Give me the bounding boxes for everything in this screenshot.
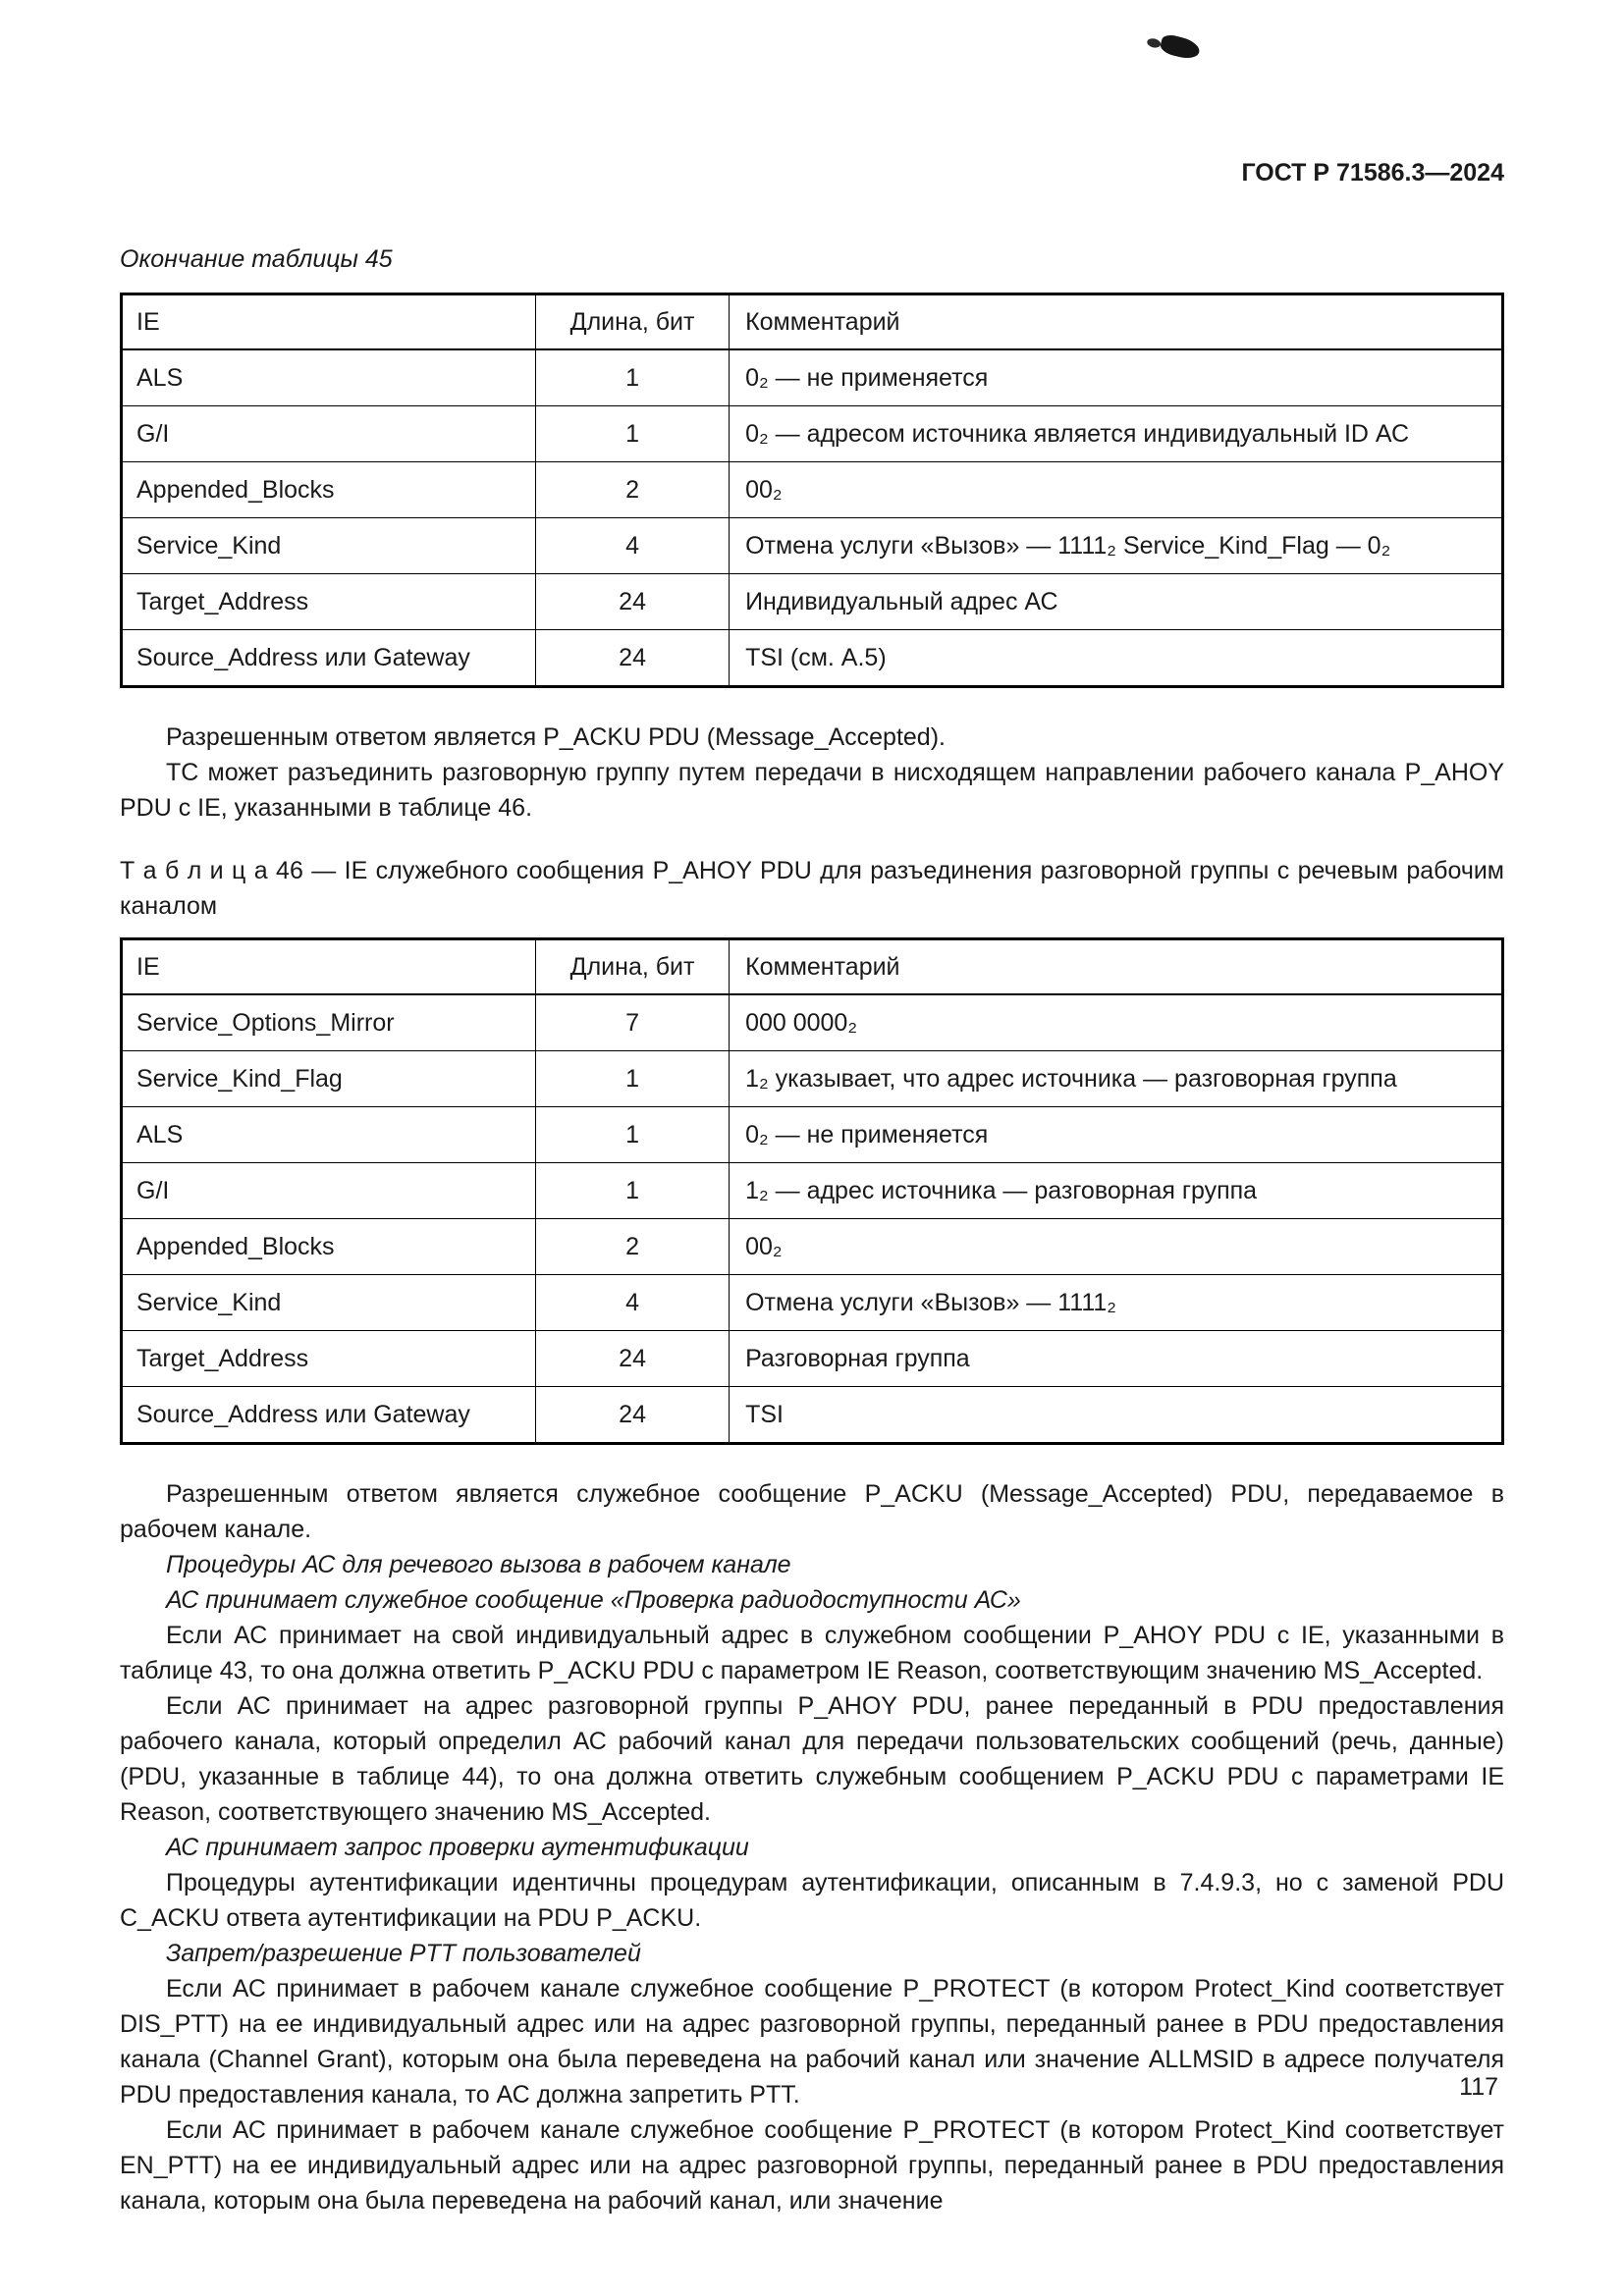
paragraph-allowed-answer: Разрешенным ответом является P_ACKU PDU (Message_Accepted). bbox=[166, 723, 946, 751]
cell-comment: 1₂ — адрес источника — разговорная группа bbox=[730, 1163, 1503, 1219]
col-header-ie: IE bbox=[122, 939, 536, 995]
table45 bbox=[120, 293, 1504, 688]
table46 bbox=[120, 937, 1504, 1445]
cell-ie: G/I bbox=[122, 1163, 536, 1219]
paragraph-en-ptt: Если АС принимает в рабочем канале служебное сообщение P_PROTECT (в котором Protect_Kind соответствует EN_PTT) на ее индивидуальный адрес или на адрес разговорной группы, переданный ранее в PDU предоставления канала, которым она была переведена на рабочий канал, или значение bbox=[120, 2116, 1504, 2215]
cell-ie: Service_Kind_Flag bbox=[122, 1051, 536, 1107]
table46-body bbox=[122, 994, 1503, 1444]
cell-ie: ALS bbox=[122, 1107, 536, 1163]
subheading-ptt-enable-disable: Запрет/разрешение PTT пользователей bbox=[166, 1940, 641, 1967]
cell-length: 24 bbox=[536, 630, 730, 687]
table-row bbox=[122, 406, 1503, 462]
paragraph-group-address: Если АС принимает на адрес разговорной группы P_AHOY PDU, ранее переданный в PDU предоставления рабочего канала, который определил АС рабочий канал для передачи пользовательских сообщений (речь, данные) (PDU, указанные в таблице 44), то она должна ответить служебным сообщением P_ACKU PDU с параметрами IE Reason, соответствующего значению MS_Accepted. bbox=[120, 1692, 1504, 1826]
table-header-row bbox=[122, 939, 1503, 995]
table-row bbox=[122, 518, 1503, 574]
cell-length: 1 bbox=[536, 406, 730, 462]
table-row bbox=[122, 1107, 1503, 1163]
cell-ie: Target_Address bbox=[122, 574, 536, 630]
cell-ie: Source_Address или Gateway bbox=[122, 1387, 536, 1444]
paragraph-authentication-procedures: Процедуры аутентификации идентичны процедурам аутентификации, описанным в 7.4.9.3, но с заменой PDU C_ACKU ответа аутентификации на PDU P_ACKU. bbox=[120, 1869, 1504, 1932]
table-row bbox=[122, 994, 1503, 1051]
cell-comment: Отмена услуги «Вызов» — 1111₂ Service_Kind_Flag — 0₂ bbox=[730, 518, 1503, 574]
subheading-authentication-request: АС принимает запрос проверки аутентификации bbox=[166, 1834, 749, 1861]
cell-length: 24 bbox=[536, 1387, 730, 1444]
paragraph-dis-ptt: Если АС принимает в рабочем канале служебное сообщение P_PROTECT (в котором Protect_Kind соответствует DIS_PTT) на ее индивидуальный адрес или на адрес разговорной группы, переданный ранее в PDU предоставления канала (Channel Grant), которым она была переведена на рабочий канал или значение ALLMSID в адресе получателя PDU предоставления канала, то АС должна запретить PTT. bbox=[120, 1975, 1504, 2109]
table-row bbox=[122, 574, 1503, 630]
paragraph-allowed-answer-2: Разрешенным ответом является служебное сообщение P_ACKU (Message_Accepted) PDU, передаваемое в рабочем канале. bbox=[120, 1480, 1504, 1543]
subheading-voice-call-procedures: Процедуры АС для речевого вызова в рабочем канале bbox=[166, 1551, 791, 1578]
table45-header bbox=[122, 294, 1503, 350]
table-row bbox=[122, 630, 1503, 687]
table-row bbox=[122, 1331, 1503, 1387]
cell-ie: Appended_Blocks bbox=[122, 462, 536, 518]
cell-comment: 00₂ bbox=[730, 1219, 1503, 1275]
table46-caption: Т а б л и ц а 46 — IE служебного сообщения P_AHOY PDU для разъединения разговорной группы с речевым рабочим каналом bbox=[120, 857, 1504, 920]
table46-header bbox=[122, 939, 1503, 995]
cell-length: 1 bbox=[536, 1107, 730, 1163]
cell-comment: 000 0000₂ bbox=[730, 994, 1503, 1051]
cell-comment: 00₂ bbox=[730, 462, 1503, 518]
cell-length: 1 bbox=[536, 1163, 730, 1219]
cell-ie: Service_Options_Mirror bbox=[122, 994, 536, 1051]
col-header-length: Длина, бит bbox=[536, 294, 730, 350]
scan-ink-artifact bbox=[1159, 32, 1202, 61]
col-header-ie: IE bbox=[122, 294, 536, 350]
cell-ie: Service_Kind bbox=[122, 518, 536, 574]
page-header bbox=[120, 155, 1504, 190]
col-header-comment: Комментарий bbox=[730, 294, 1503, 350]
table-header-row bbox=[122, 294, 1503, 350]
cell-length: 24 bbox=[536, 574, 730, 630]
table45-body bbox=[122, 349, 1503, 687]
cell-ie: Target_Address bbox=[122, 1331, 536, 1387]
table-row bbox=[122, 1219, 1503, 1275]
cell-ie: Appended_Blocks bbox=[122, 1219, 536, 1275]
cell-length: 4 bbox=[536, 1275, 730, 1331]
cell-length: 1 bbox=[536, 1051, 730, 1107]
cell-length: 1 bbox=[536, 349, 730, 406]
col-header-comment: Комментарий bbox=[730, 939, 1503, 995]
table45-continuation-caption: Окончание таблицы 45 bbox=[120, 245, 393, 273]
table-row bbox=[122, 462, 1503, 518]
page-number: 117 bbox=[1459, 2073, 1498, 2101]
cell-length: 7 bbox=[536, 994, 730, 1051]
cell-comment: TSI bbox=[730, 1387, 1503, 1444]
cell-length: 4 bbox=[536, 518, 730, 574]
cell-length: 2 bbox=[536, 462, 730, 518]
cell-comment: 0₂ — не применяется bbox=[730, 1107, 1503, 1163]
cell-length: 24 bbox=[536, 1331, 730, 1387]
table-row bbox=[122, 1275, 1503, 1331]
subheading-radio-availability-check: АС принимает служебное сообщение «Проверка радиодоступности АС» bbox=[166, 1586, 1021, 1614]
table-row bbox=[122, 1163, 1503, 1219]
table-row bbox=[122, 349, 1503, 406]
document-number: ГОСТ Р 71586.3—2024 bbox=[1241, 159, 1504, 187]
table-row bbox=[122, 1387, 1503, 1444]
cell-length: 2 bbox=[536, 1219, 730, 1275]
cell-ie: Service_Kind bbox=[122, 1275, 536, 1331]
cell-comment: 0₂ — не применяется bbox=[730, 349, 1503, 406]
cell-comment: 0₂ — адресом источника является индивидуальный ID АС bbox=[730, 406, 1503, 462]
paragraph-tc-disconnect: ТС может разъединить разговорную группу путем передачи в нисходящем направлении рабочего канала P_AHOY PDU с IE, указанными в таблице 46. bbox=[120, 759, 1504, 822]
cell-comment: TSI (см. А.5) bbox=[730, 630, 1503, 687]
table-row bbox=[122, 1051, 1503, 1107]
cell-comment: Отмена услуги «Вызов» — 1111₂ bbox=[730, 1275, 1503, 1331]
cell-ie: ALS bbox=[122, 349, 536, 406]
cell-ie: Source_Address или Gateway bbox=[122, 630, 536, 687]
cell-comment: Разговорная группа bbox=[730, 1331, 1503, 1387]
cell-ie: G/I bbox=[122, 406, 536, 462]
paragraph-individual-address: Если АС принимает на свой индивидуальный адрес в служебном сообщении P_AHOY PDU с IE, указанными в таблице 43, то она должна ответить P_ACKU PDU с параметром IE Reason, соответствующим значению MS_Accepted. bbox=[120, 1622, 1504, 1684]
cell-comment: Индивидуальный адрес АС bbox=[730, 574, 1503, 630]
cell-comment: 1₂ указывает, что адрес источника — разговорная группа bbox=[730, 1051, 1503, 1107]
col-header-length: Длина, бит bbox=[536, 939, 730, 995]
